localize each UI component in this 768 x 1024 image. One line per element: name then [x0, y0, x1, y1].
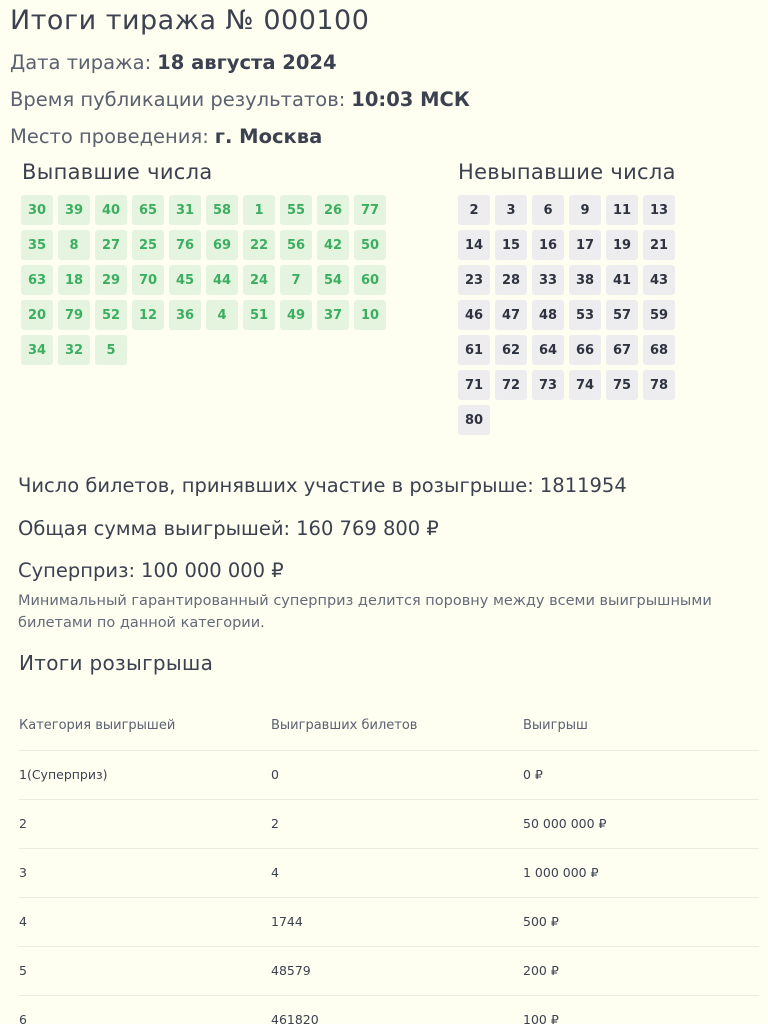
drawn-number: 26	[317, 195, 349, 225]
drawn-number: 60	[354, 265, 386, 295]
drawn-number: 69	[206, 230, 238, 260]
undrawn-number: 14	[458, 230, 490, 260]
results-table	[19, 702, 759, 1024]
table-row	[19, 897, 759, 946]
drawn-number: 37	[317, 300, 349, 330]
drawn-number: 1	[243, 195, 275, 225]
drawn-number: 34	[21, 335, 53, 365]
drawn-number: 50	[354, 230, 386, 260]
undrawn-number: 78	[643, 370, 675, 400]
draw-date-value: 18 августа 2024	[157, 51, 337, 74]
drawn-number: 22	[243, 230, 275, 260]
category-cell: 2	[19, 799, 271, 848]
column-header-winners: Выигравших билетов	[271, 702, 523, 750]
drawn-number: 63	[21, 265, 53, 295]
drawn-number: 45	[169, 265, 201, 295]
prize-cell: 1 000 000 ₽	[523, 848, 759, 897]
superprize-label: Суперприз:	[18, 559, 136, 582]
category-cell: 1(Суперприз)	[19, 750, 271, 799]
total-winnings-value: 160 769 800 ₽	[296, 517, 439, 540]
undrawn-number: 61	[458, 335, 490, 365]
drawn-number: 29	[95, 265, 127, 295]
category-cell: 4	[19, 897, 271, 946]
undrawn-number: 16	[532, 230, 564, 260]
tickets-count-label: Число билетов, принявших участие в розыгрыше:	[18, 474, 534, 497]
undrawn-number: 75	[606, 370, 638, 400]
total-winnings-line	[18, 514, 758, 544]
drawn-number: 56	[280, 230, 312, 260]
publication-time-value: 10:03 МСК	[351, 88, 470, 111]
winners-cell: 1744	[271, 897, 523, 946]
undrawn-number: 74	[569, 370, 601, 400]
draw-stats	[10, 471, 758, 634]
undrawn-number: 19	[606, 230, 638, 260]
publication-time-label: Время публикации результатов:	[10, 88, 346, 111]
undrawn-number: 47	[495, 300, 527, 330]
undrawn-number: 3	[495, 195, 527, 225]
publication-time-line	[10, 81, 758, 118]
venue-value: г. Москва	[214, 125, 323, 148]
drawn-numbers-title: Выпавшие числа	[22, 160, 213, 184]
drawn-number: 49	[280, 300, 312, 330]
undrawn-number: 15	[495, 230, 527, 260]
undrawn-number: 48	[532, 300, 564, 330]
drawn-number: 65	[132, 195, 164, 225]
undrawn-number: 17	[569, 230, 601, 260]
drawn-number: 76	[169, 230, 201, 260]
undrawn-number: 59	[643, 300, 675, 330]
undrawn-number: 67	[606, 335, 638, 365]
tickets-count-value: 1811954	[539, 474, 627, 497]
undrawn-number: 43	[643, 265, 675, 295]
results-title: Итоги розыгрыша	[19, 651, 214, 675]
drawn-number: 25	[132, 230, 164, 260]
winners-cell: 2	[271, 799, 523, 848]
winners-cell: 461820	[271, 995, 523, 1024]
table-row	[19, 848, 759, 897]
numbers-section	[10, 157, 758, 457]
winners-cell: 48579	[271, 946, 523, 995]
drawn-number: 20	[21, 300, 53, 330]
draw-date-line	[10, 44, 758, 81]
winners-cell: 0	[271, 750, 523, 799]
table-row	[19, 750, 759, 799]
undrawn-number: 64	[532, 335, 564, 365]
drawn-number: 4	[206, 300, 238, 330]
undrawn-number: 62	[495, 335, 527, 365]
drawn-number: 31	[169, 195, 201, 225]
drawn-number: 44	[206, 265, 238, 295]
page-title: Итоги тиража № 000100	[10, 5, 370, 36]
undrawn-number: 21	[643, 230, 675, 260]
total-winnings-label: Общая сумма выигрышей:	[18, 517, 291, 540]
venue-line	[10, 118, 758, 155]
winners-cell: 4	[271, 848, 523, 897]
superprize-line	[18, 556, 758, 586]
table-row	[19, 995, 759, 1024]
undrawn-number: 28	[495, 265, 527, 295]
prize-cell: 200 ₽	[523, 946, 759, 995]
drawn-number: 39	[58, 195, 90, 225]
venue-label: Место проведения:	[10, 125, 209, 148]
drawn-number: 52	[95, 300, 127, 330]
drawn-number: 77	[354, 195, 386, 225]
undrawn-numbers-grid	[458, 195, 675, 435]
undrawn-number: 46	[458, 300, 490, 330]
drawn-number: 10	[354, 300, 386, 330]
undrawn-number: 38	[569, 265, 601, 295]
undrawn-number: 2	[458, 195, 490, 225]
drawn-number: 8	[58, 230, 90, 260]
undrawn-number: 9	[569, 195, 601, 225]
drawn-number: 51	[243, 300, 275, 330]
superprize-value: 100 000 000 ₽	[141, 559, 284, 582]
category-cell: 6	[19, 995, 271, 1024]
drawn-numbers-grid	[21, 195, 386, 365]
drawn-number: 58	[206, 195, 238, 225]
undrawn-number: 53	[569, 300, 601, 330]
undrawn-number: 23	[458, 265, 490, 295]
undrawn-number: 41	[606, 265, 638, 295]
drawn-number: 55	[280, 195, 312, 225]
drawn-number: 30	[21, 195, 53, 225]
undrawn-number: 72	[495, 370, 527, 400]
superprize-note: Минимальный гарантированный суперприз делится поровну между всеми выигрышными билетами по данной категории.	[18, 593, 712, 631]
draw-date-label: Дата тиража:	[10, 51, 152, 74]
table-row	[19, 799, 759, 848]
table-row	[19, 946, 759, 995]
undrawn-numbers-title: Невыпавшие числа	[458, 160, 676, 184]
drawn-number: 32	[58, 335, 90, 365]
undrawn-number: 73	[532, 370, 564, 400]
drawn-number: 70	[132, 265, 164, 295]
prize-cell: 500 ₽	[523, 897, 759, 946]
undrawn-number: 33	[532, 265, 564, 295]
drawn-number: 35	[21, 230, 53, 260]
prize-cell: 100 ₽	[523, 995, 759, 1024]
drawn-number: 18	[58, 265, 90, 295]
prize-cell: 50 000 000 ₽	[523, 799, 759, 848]
undrawn-number: 11	[606, 195, 638, 225]
undrawn-number: 71	[458, 370, 490, 400]
undrawn-number: 68	[643, 335, 675, 365]
prize-cell: 0 ₽	[523, 750, 759, 799]
undrawn-number: 80	[458, 405, 490, 435]
undrawn-number: 6	[532, 195, 564, 225]
draw-results-page	[0, 2, 768, 1024]
column-header-prize: Выигрыш	[523, 702, 759, 750]
column-header-category: Категория выигрышей	[19, 702, 271, 750]
drawn-number: 24	[243, 265, 275, 295]
drawn-number: 42	[317, 230, 349, 260]
undrawn-number: 66	[569, 335, 601, 365]
tickets-count-line	[18, 471, 758, 501]
category-cell: 5	[19, 946, 271, 995]
undrawn-number: 57	[606, 300, 638, 330]
undrawn-number: 13	[643, 195, 675, 225]
drawn-number: 12	[132, 300, 164, 330]
drawn-number: 79	[58, 300, 90, 330]
drawn-number: 40	[95, 195, 127, 225]
drawn-number: 27	[95, 230, 127, 260]
results-header-row	[19, 702, 759, 750]
category-cell: 3	[19, 848, 271, 897]
drawn-number: 54	[317, 265, 349, 295]
drawn-number: 36	[169, 300, 201, 330]
drawn-number: 7	[280, 265, 312, 295]
drawn-number: 5	[95, 335, 127, 365]
